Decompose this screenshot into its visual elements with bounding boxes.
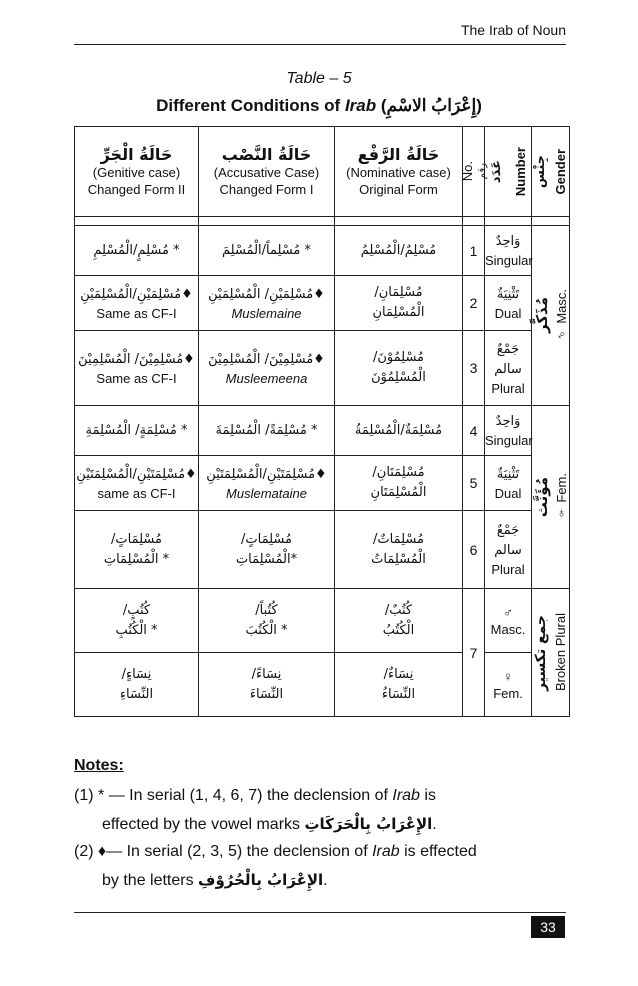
- cell-text: النِّسَاءَ: [249, 686, 284, 702]
- notes-title: Notes:: [74, 757, 124, 774]
- gender-fem-ar: مُؤَنَّث: [532, 476, 551, 518]
- cell-text: ♦مُسْلِمِيْنَ/ الْمُسْلِمِيْنَ: [208, 351, 325, 367]
- cell-text: سالم: [494, 543, 522, 558]
- cell-genitive: [75, 456, 199, 511]
- cell-text: مُسْلِمَاتٍ/: [241, 531, 292, 547]
- note-2-arabic: الإِعْرَابُ بِالْحُرُوْفِ: [198, 871, 324, 889]
- cell-text: Dual: [494, 305, 522, 321]
- header-genitive-en: (Genitive case): [92, 165, 181, 180]
- note-1-text-end: is: [419, 787, 436, 804]
- header-nominative-en: (Nominative case): [346, 165, 451, 180]
- header-gender: [532, 127, 570, 217]
- cell-text: ♦مُسْلِمَتَيْنِ/الْمُسْلِمَتَيْنِ: [206, 466, 327, 482]
- cell-no: 7: [463, 589, 485, 717]
- cell-accusative: [199, 331, 335, 406]
- cell-genitive: [75, 653, 199, 717]
- cell-text: Plural: [491, 380, 525, 396]
- cell-text: نِسَاءٌ/: [383, 666, 414, 682]
- gender-broken-en: Broken Plural: [553, 613, 568, 692]
- header-number-en: Number: [512, 146, 528, 197]
- table-row: [75, 331, 570, 406]
- header-genitive: [75, 127, 199, 217]
- header-accusative: [199, 127, 335, 217]
- cell-text: ♦مُسْلِمَيْنِ/الْمُسْلِمَيْنِ: [80, 286, 193, 302]
- cell-accusative: [199, 511, 335, 589]
- note-1-italic: Irab: [392, 787, 420, 804]
- cell-gender-fem: [532, 406, 570, 589]
- header-nominative-form: Original Form: [359, 182, 438, 197]
- table-row: [75, 511, 570, 589]
- cell-text: Musleemeena: [225, 370, 308, 386]
- cell-text: الْمُسْلِمَتَانِ: [370, 485, 427, 500]
- header-number-ar: عَدَد: [488, 159, 504, 184]
- cell-text: Same as CF-I: [96, 370, 177, 386]
- female-icon: ♀: [503, 668, 513, 684]
- cell-text: * مُسْلِمٍ/الْمُسْلِمِ: [93, 242, 180, 258]
- cell-nominative: [335, 511, 463, 589]
- header-genitive-ar: حَالَةُ الْجَرِّ: [100, 145, 173, 164]
- cell-no: 5: [463, 456, 485, 511]
- cell-accusative: [199, 406, 335, 456]
- cell-text: Fem.: [493, 685, 523, 701]
- cell-text: same as CF-I: [97, 485, 176, 501]
- cell-text: Masc.: [490, 621, 526, 637]
- cell-text: الْكُتُبُ: [382, 622, 415, 638]
- cell-genitive: [75, 511, 199, 589]
- table-row: [75, 406, 570, 456]
- cell-genitive: [75, 226, 199, 276]
- cell-text: كُتُباً/: [255, 602, 278, 618]
- cell-text: مُسْلِمٌ/الْمُسْلِمُ: [360, 242, 437, 258]
- cell-text: مُسْلِمَاتٍ/: [111, 531, 162, 547]
- cell-nominative: [335, 653, 463, 717]
- cell-no: 1: [463, 226, 485, 276]
- cell-text: النِّسَاءُ: [381, 686, 416, 702]
- gender-broken-ar: جمع تكسير: [533, 614, 549, 691]
- cell-text: Dual: [494, 485, 522, 501]
- cell-nominative: [335, 589, 463, 653]
- cell-gender-masc: [532, 226, 570, 406]
- cell-accusative: [199, 653, 335, 717]
- table-title-italic: Irab: [344, 96, 377, 115]
- spacer-row: [75, 217, 570, 226]
- cell-text: Singular: [485, 433, 533, 448]
- gender-masc-ar: مُذَكَّر: [532, 297, 551, 334]
- cell-genitive: [75, 406, 199, 456]
- cell-number: [485, 589, 532, 653]
- header-nominative-ar: حَالَةُ الرَّفْع: [357, 145, 440, 164]
- cell-text: * الْكُتُبِ: [115, 622, 158, 638]
- cell-number: [485, 456, 532, 511]
- cell-accusative: [199, 276, 335, 331]
- cell-text: جَمْعٌ: [496, 341, 520, 357]
- cell-no: 6: [463, 511, 485, 589]
- male-icon: ♂: [503, 604, 513, 620]
- cell-text: Muslemaine: [231, 305, 302, 321]
- note-2-text-end: is effected: [399, 843, 477, 860]
- cell-text: Same as CF-I: [96, 305, 177, 321]
- note-1-text: (1) * — In serial (1, 4, 6, 7) the declension of: [74, 787, 393, 804]
- cell-text: كُتُبٍ/: [122, 602, 151, 618]
- page-number: 33: [531, 916, 565, 938]
- cell-text: مُسْلِمَانِ/: [374, 285, 423, 300]
- cell-text: وَاحِدٌ: [495, 414, 521, 429]
- cell-number: [485, 276, 532, 331]
- cell-accusative: [199, 456, 335, 511]
- cell-text: ♦مُسْلِمَيْنِ/ الْمُسْلِمَيْنِ: [208, 286, 325, 302]
- table-title-prefix: Different Conditions of: [156, 96, 345, 115]
- header-gender-ar: جِنْس: [533, 154, 549, 189]
- cell-text: نِسَاءٍ/: [121, 666, 152, 682]
- table-row: [75, 276, 570, 331]
- cell-genitive: [75, 276, 199, 331]
- cell-accusative: [199, 226, 335, 276]
- cell-number: [485, 653, 532, 717]
- table-row: [75, 226, 570, 276]
- table-row: [75, 456, 570, 511]
- cell-text: * مُسْلِماً/الْمُسْلِمَ: [222, 242, 311, 258]
- cell-text: كُتُبٌ/: [384, 602, 413, 618]
- running-header: The Irab of Noun: [460, 22, 566, 38]
- cell-text: تَثْنِيَةٌ: [496, 466, 520, 482]
- cell-gender-broken: [532, 589, 570, 717]
- cell-genitive: [75, 331, 199, 406]
- cell-nominative: [335, 406, 463, 456]
- cell-nominative: [335, 226, 463, 276]
- note-2: (2) ♦— In serial (2, 3, 5) the declension of Irab is effected by the letters الإِعْرَابُ بِالْحُرُوْفِ.: [74, 843, 477, 889]
- gender-fem-en: ♀ Fem.: [553, 472, 569, 522]
- header-number: [485, 127, 532, 217]
- cell-nominative: [335, 331, 463, 406]
- table-title-arabic: (إِعْرَابُ الاسْمِ): [380, 96, 482, 115]
- note-2-italic: Irab: [372, 843, 400, 860]
- cell-text: الْمُسْلِمَانِ: [372, 305, 425, 320]
- cell-genitive: [75, 589, 199, 653]
- cell-text: ♦مُسْلِمَتَيْنِ/الْمُسْلِمَتَيْنِ: [76, 466, 197, 482]
- cell-text: نِسَاءً/: [251, 666, 282, 682]
- footer-rule: [74, 912, 566, 913]
- cell-no: 4: [463, 406, 485, 456]
- cell-nominative: [335, 276, 463, 331]
- cell-text: * الْمُسْلِمَاتِ: [103, 551, 170, 567]
- table-row: [75, 653, 570, 717]
- gender-masc-en: ♂ Masc.: [553, 288, 569, 343]
- cell-text: Plural: [491, 562, 525, 577]
- cell-text: Muslemataine: [226, 485, 307, 501]
- table-row: [75, 589, 570, 653]
- header-accusative-form: Changed Form I: [219, 182, 314, 197]
- cell-text: * مُسْلِمَةً/ الْمُسْلِمَةَ: [215, 422, 318, 438]
- cell-no: 2: [463, 276, 485, 331]
- cell-number: [485, 511, 532, 589]
- cell-text: النِّسَاءِ: [119, 686, 154, 702]
- irab-table: [74, 126, 570, 717]
- table-header-row: [75, 127, 570, 217]
- header-genitive-form: Changed Form II: [87, 182, 186, 197]
- cell-text: جَمْعٌ: [496, 523, 520, 538]
- cell-text: *الْمُسْلِمَاتِ: [235, 551, 298, 567]
- note-1-line2: effected by the vowel marks: [102, 816, 305, 833]
- cell-no: 3: [463, 331, 485, 406]
- header-no-ar: رقم: [476, 163, 488, 180]
- header-no-en: No.: [459, 161, 475, 182]
- cell-nominative: [335, 456, 463, 511]
- cell-text: مُسْلِمَاتٌ/: [373, 531, 424, 547]
- cell-text: وَاحِدٌ: [495, 234, 521, 249]
- header-nominative: [335, 127, 463, 217]
- cell-text: سالم: [494, 361, 522, 377]
- cell-number: [485, 331, 532, 406]
- cell-number: [485, 406, 532, 456]
- cell-text: * الْكُتُبَ: [245, 622, 288, 638]
- header-gender-en: Gender: [552, 148, 568, 195]
- note-2-text: (2) ♦— In serial (2, 3, 5) the declension of: [74, 843, 373, 860]
- header-no: [459, 127, 488, 217]
- cell-text: مُسْلِمُوْنَ/: [372, 350, 425, 365]
- cell-text: مُسْلِمَةٌ/الْمُسْلِمَةُ: [354, 422, 443, 438]
- header-accusative-ar: حَالَةُ النَّصْب: [221, 145, 312, 164]
- header-accusative-en: (Accusative Case): [213, 165, 320, 180]
- table-title: [0, 96, 638, 116]
- cell-text: الْمُسْلِمَاتُ: [371, 551, 426, 567]
- header-rule: [74, 44, 566, 45]
- cell-number: [485, 226, 532, 276]
- cell-accusative: [199, 589, 335, 653]
- cell-text: Singular: [485, 253, 533, 268]
- cell-text: الْمُسْلِمُوْنَ: [371, 370, 426, 385]
- cell-text: تَثْنِيَةٌ: [496, 286, 520, 302]
- note-1-arabic: الإِعْرَابُ بِالْحَرَكَاتِ: [304, 815, 433, 833]
- cell-text: ♦مُسْلِمِيْنَ/ الْمُسْلِمِيْنَ: [78, 351, 195, 367]
- note-1: (1) * — In serial (1, 4, 6, 7) the declension of Irab is effected by the vowel marks الإِعْرَابُ بِالْحَرَكَاتِ.: [74, 787, 437, 833]
- cell-text: مُسْلِمَتَانِ/: [372, 465, 425, 480]
- note-2-line2: by the letters: [102, 872, 199, 889]
- table-number: Table – 5: [286, 70, 352, 87]
- cell-text: * مُسْلِمَةٍ/ الْمُسْلِمَةِ: [85, 422, 188, 438]
